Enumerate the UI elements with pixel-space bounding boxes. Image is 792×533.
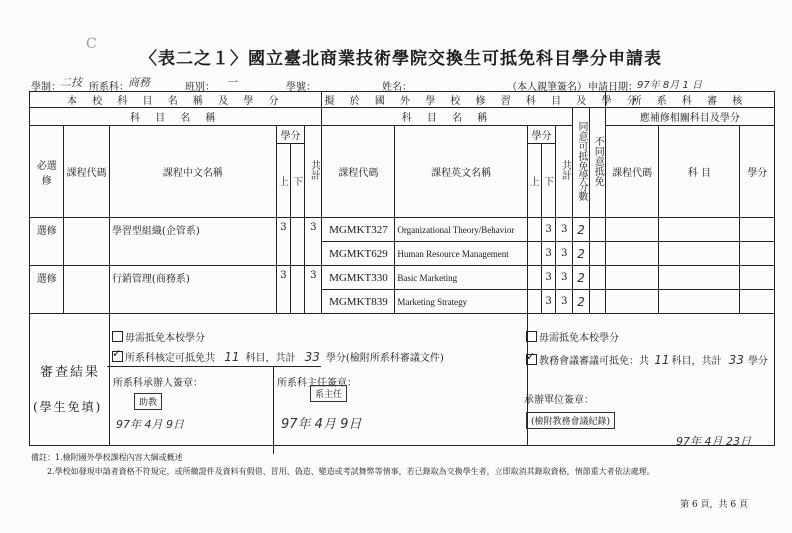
signature-note: （本人親筆簽名） bbox=[507, 82, 587, 93]
review-subject-cell bbox=[659, 266, 740, 290]
col-disagree: 不同意抵免 bbox=[589, 108, 605, 218]
section-review: 所 系 科 審 核 bbox=[605, 92, 774, 108]
checkbox-no-waiver-left[interactable] bbox=[112, 331, 123, 342]
foreign-upper bbox=[527, 218, 541, 242]
row-code bbox=[64, 266, 110, 314]
dept-value: 商務 bbox=[128, 76, 150, 89]
page-indicator: 第 6 頁，共 6 頁 bbox=[680, 500, 748, 510]
divider bbox=[107, 366, 321, 367]
review-credit-cell bbox=[740, 266, 775, 290]
form-title: 〈表二之１〉國立臺北商業技術學院交換生可抵免科目學分申請表 bbox=[140, 49, 662, 69]
row-required: 選修 bbox=[30, 266, 64, 314]
col-lower: 下 bbox=[291, 144, 305, 218]
name-label: 姓名： bbox=[382, 82, 412, 93]
dept-label: 所系科： bbox=[89, 82, 129, 93]
disagree-cell bbox=[589, 218, 605, 242]
disagree-cell bbox=[589, 266, 605, 290]
foreign-lower: 3 bbox=[542, 242, 556, 266]
checkbox-academic-verified[interactable] bbox=[526, 354, 537, 365]
row-total: 3 bbox=[305, 218, 322, 266]
col-supplement: 應補修相關科目及學分 bbox=[605, 108, 774, 126]
dept-head-stamp: 系主任 bbox=[310, 385, 347, 402]
foreign-code: MGMKT839 bbox=[322, 290, 395, 314]
review-subject-cell bbox=[659, 242, 740, 266]
col-upper-foreign: 上 bbox=[527, 144, 541, 218]
foreign-total: 3 bbox=[556, 218, 573, 242]
table-row bbox=[30, 218, 775, 242]
review-code-cell bbox=[605, 242, 659, 266]
foreign-total: 3 bbox=[556, 290, 573, 314]
opt-dept-verified[interactable]: ✓所系科核定可抵免共 11 科目，共計 33 學分(檢附所系科審議文件) bbox=[112, 349, 444, 364]
col-credits: 學分 bbox=[276, 126, 304, 144]
agree-credits: 2 bbox=[573, 266, 589, 290]
school-system-label: 學制： bbox=[31, 82, 61, 93]
foreign-lower: 3 bbox=[542, 218, 556, 242]
dept-handler-label: 所系科承辦人簽章： bbox=[113, 378, 203, 389]
foreign-lower: 3 bbox=[542, 266, 556, 290]
foreign-name-en: Marketing Strategy bbox=[395, 290, 528, 314]
subject-name-home: 科 目 名 稱 bbox=[30, 108, 322, 126]
col-agree: 同意可抵免學分數 bbox=[573, 108, 589, 218]
review-code-cell bbox=[605, 218, 659, 242]
checkbox-no-waiver-right[interactable] bbox=[526, 331, 537, 342]
subject-name-foreign: 科 目 名 稱 bbox=[322, 108, 573, 126]
apply-date-value: 97年 8月 1 日 bbox=[637, 80, 702, 91]
col-total-foreign: 共計 bbox=[556, 126, 573, 218]
row-name-cn: 學習型組織(企管系) bbox=[109, 218, 276, 266]
agree-credits: 2 bbox=[573, 290, 589, 314]
apply-date-label: 申請日期： bbox=[588, 82, 638, 93]
checkbox-dept-verified[interactable] bbox=[112, 351, 123, 362]
note-2: 2.學校如發現申請者資格不符規定，或所繳證件及資料有假借、冒用、偽造、變造或考試舞弊等情事，若已錄取為交換學生者，立即取消其錄取資格，情節重大者依法處理。 bbox=[47, 467, 655, 476]
agree-credits: 2 bbox=[573, 218, 589, 242]
school-system-value: 二技 bbox=[60, 76, 82, 89]
col-credits-foreign: 學分 bbox=[527, 126, 555, 144]
opt-no-waiver-left[interactable]: 毋需抵免本校學分 bbox=[112, 329, 205, 344]
foreign-code: MGMKT327 bbox=[322, 218, 395, 242]
col-course-code-foreign: 課程代碼 bbox=[322, 126, 395, 218]
foreign-total: 3 bbox=[556, 266, 573, 290]
col-lower-foreign: 下 bbox=[542, 144, 556, 218]
row-lower bbox=[291, 218, 305, 266]
foreign-name-en: Organizational Theory/Behavior bbox=[395, 218, 528, 242]
review-credit-cell bbox=[740, 218, 775, 242]
foreign-total: 3 bbox=[556, 242, 573, 266]
row-total: 3 bbox=[305, 266, 322, 314]
foreign-upper bbox=[527, 266, 541, 290]
review-code-cell bbox=[605, 290, 659, 314]
divider bbox=[273, 366, 274, 454]
unit-date: 97年 4月 23日 bbox=[676, 435, 751, 448]
agree-credits: 2 bbox=[573, 242, 589, 266]
table-row bbox=[30, 266, 775, 290]
col-course-en: 課程英文名稱 bbox=[395, 126, 528, 218]
unit-stamp: (檢附教務會議紀錄) bbox=[526, 412, 615, 429]
review-subject-cell bbox=[659, 218, 740, 242]
opt-academic-verified[interactable]: ✓教務會議審議可抵免：共 11 科目，共計 33 學分 bbox=[526, 352, 768, 367]
dept-handler-stamp: 助教 bbox=[134, 393, 162, 410]
section-foreign: 擬 於 國 外 學 校 修 習 科 目 及 學 分 bbox=[322, 92, 605, 108]
foreign-upper bbox=[527, 242, 541, 266]
row-lower bbox=[291, 266, 305, 314]
row-upper: 3 bbox=[276, 266, 290, 314]
foreign-name-en: Human Resource Management bbox=[395, 242, 528, 266]
col-credit: 學分 bbox=[740, 126, 775, 218]
dept-handler-date: 97年 4月 9日 bbox=[116, 418, 184, 431]
class-label: 班別： bbox=[185, 82, 215, 93]
review-result-label: 審查結果 bbox=[40, 365, 101, 380]
row-code bbox=[64, 218, 110, 266]
review-subject-cell bbox=[659, 290, 740, 314]
col-course-code: 課程代碼 bbox=[64, 126, 110, 218]
dept-head-date: 97年 4月 9日 bbox=[281, 417, 362, 432]
disagree-cell bbox=[589, 290, 605, 314]
section-home: 本 校 科 目 名 稱 及 學 分 bbox=[30, 92, 322, 108]
col-course-cn: 課程中文名稱 bbox=[109, 126, 276, 218]
review-credit-cell bbox=[740, 290, 775, 314]
col-review-code: 課程代碼 bbox=[605, 126, 659, 218]
row-upper: 3 bbox=[276, 218, 290, 266]
row-name-cn: 行銷管理(商務系) bbox=[109, 266, 276, 314]
disagree-cell bbox=[589, 242, 605, 266]
col-required: 必選修 bbox=[30, 126, 64, 218]
review-code-cell bbox=[605, 266, 659, 290]
dept-head-label: 所系科主任簽章： bbox=[277, 378, 357, 389]
col-subject: 科 目 bbox=[659, 126, 740, 218]
foreign-lower: 3 bbox=[542, 290, 556, 314]
review-sub-label: (學生免填) bbox=[33, 400, 103, 414]
row-required: 選修 bbox=[30, 218, 64, 266]
student-id-label: 學號： bbox=[286, 82, 316, 93]
class-value: 一 bbox=[226, 76, 237, 89]
unit-label: 承辦單位簽章： bbox=[524, 395, 594, 406]
col-total: 共計 bbox=[305, 126, 322, 218]
foreign-code: MGMKT330 bbox=[322, 266, 395, 290]
opt-no-waiver-right[interactable]: 毋需抵免本校學分 bbox=[526, 329, 619, 344]
note-1: 備註：1.檢附國外學校課程內容大綱或概述 bbox=[31, 453, 183, 462]
col-upper: 上 bbox=[276, 144, 290, 218]
scribble-mark: C bbox=[86, 36, 97, 52]
foreign-upper bbox=[527, 290, 541, 314]
review-credit-cell bbox=[740, 242, 775, 266]
foreign-code: MGMKT629 bbox=[322, 242, 395, 266]
foreign-name-en: Basic Marketing bbox=[395, 266, 528, 290]
